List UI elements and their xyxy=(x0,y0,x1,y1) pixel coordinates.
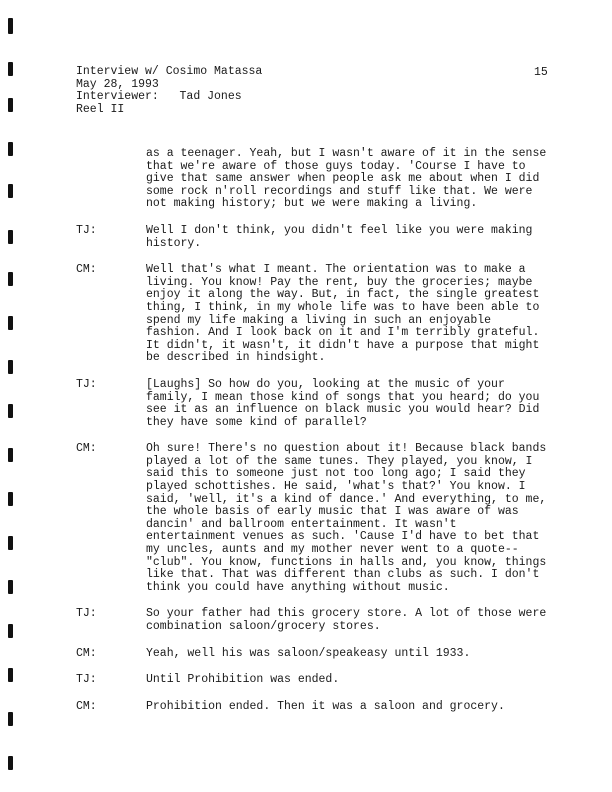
binding-mark xyxy=(8,272,13,286)
binding-mark xyxy=(8,404,13,418)
header-interviewer: Interviewer: Tad Jones xyxy=(76,90,242,104)
header-date: May 28, 1993 xyxy=(76,77,159,91)
binding-mark xyxy=(8,230,13,244)
binding-mark xyxy=(8,316,13,330)
binding-mark xyxy=(8,492,13,506)
binding-mark xyxy=(8,712,13,726)
transcript-entry xyxy=(76,379,566,429)
binding-mark xyxy=(8,580,13,594)
speaker-label: CM: xyxy=(76,699,97,713)
entry-text: Well that's what I meant. The orientation was to make a living. You know! Pay the rent, buy the groceries; maybe enjoy it along the way. But, in fact, the single greatest thing, I think, in my whole life was to have been able to spend my life making a living in such an enjoyable fashion. And I look back on it and I'm terribly grateful. It didn't, it wasn't, it didn't have a purpose that might be described in hindsight. xyxy=(146,263,540,365)
speaker-label: CM: xyxy=(76,646,97,660)
binding-mark xyxy=(8,360,13,374)
speaker-label: CM: xyxy=(76,442,97,456)
transcript-entry xyxy=(76,264,566,365)
transcript xyxy=(76,148,566,727)
entry-text: Oh sure! There's no question about it! Because black bands played a lot of the same tunes. They played, you know, I said this to someone just not too long ago; I said they played schottishes. He said, 'what's that?' You know. I said, 'well, it's a kind of dance.' And everything, to me, the whole basis of early music that I was aware of was dancin' and ballroom entertainment. It wasn't entertainment venues as such. 'Cause I'd have to bet that my uncles, aunts and my mother never went to a quote--"club". You know, functions in halls and, you know, things like that. That was different than clubs as such. I don't think you could have anything without music. xyxy=(146,442,547,594)
binding-mark xyxy=(8,62,13,76)
transcript-entry xyxy=(76,648,566,661)
entry-text: Yeah, well his was saloon/speakeasy until 1933. xyxy=(146,646,471,660)
entry-text: [Laughs] So how do you, looking at the music of your family, I mean those kind of songs that you heard; do you see it as an influence on black music you would hear? Did they have some kind of parallel? xyxy=(146,377,540,429)
binding-mark xyxy=(8,668,13,682)
entry-text: So your father had this grocery store. A lot of those were combination saloon/grocery stores. xyxy=(146,607,547,633)
speaker-label: CM: xyxy=(76,263,97,277)
transcript-entry xyxy=(76,225,566,250)
header-title: Interview w/ Cosimo Matassa xyxy=(76,65,263,78)
binding-mark xyxy=(8,184,13,198)
binding-mark xyxy=(8,18,13,34)
binding-mark xyxy=(8,756,13,770)
binding-mark xyxy=(8,624,13,638)
transcript-entry xyxy=(76,608,566,633)
document-header xyxy=(76,66,556,116)
speaker-label: TJ: xyxy=(76,607,97,621)
binding-mark xyxy=(8,448,13,462)
transcript-entry xyxy=(76,443,566,594)
speaker-label: TJ: xyxy=(76,377,97,391)
transcript-entry xyxy=(76,701,566,714)
transcript-entry xyxy=(76,148,566,211)
entry-text: as a teenager. Yeah, but I wasn't aware of it in the sense that we're aware of those guys today. 'Course I have to give that same answer when people ask me about when I did some rock n'roll recordings and stuff like that. We were not making history; but we were making a living. xyxy=(146,147,547,211)
entry-text: Well I don't think, you didn't feel like you were making history. xyxy=(146,223,533,250)
speaker-label: TJ: xyxy=(76,673,97,687)
entry-text: Prohibition ended. Then it was a saloon and grocery. xyxy=(146,699,505,713)
entry-text: Until Prohibition was ended. xyxy=(146,673,340,687)
header-reel: Reel II xyxy=(76,102,125,116)
binding-mark xyxy=(8,98,13,112)
binding-mark xyxy=(8,142,13,156)
transcript-entry xyxy=(76,674,566,687)
binding-mark xyxy=(8,536,13,550)
speaker-label: TJ: xyxy=(76,223,97,237)
page-number: 15 xyxy=(534,66,548,79)
speaker-label xyxy=(76,148,146,211)
